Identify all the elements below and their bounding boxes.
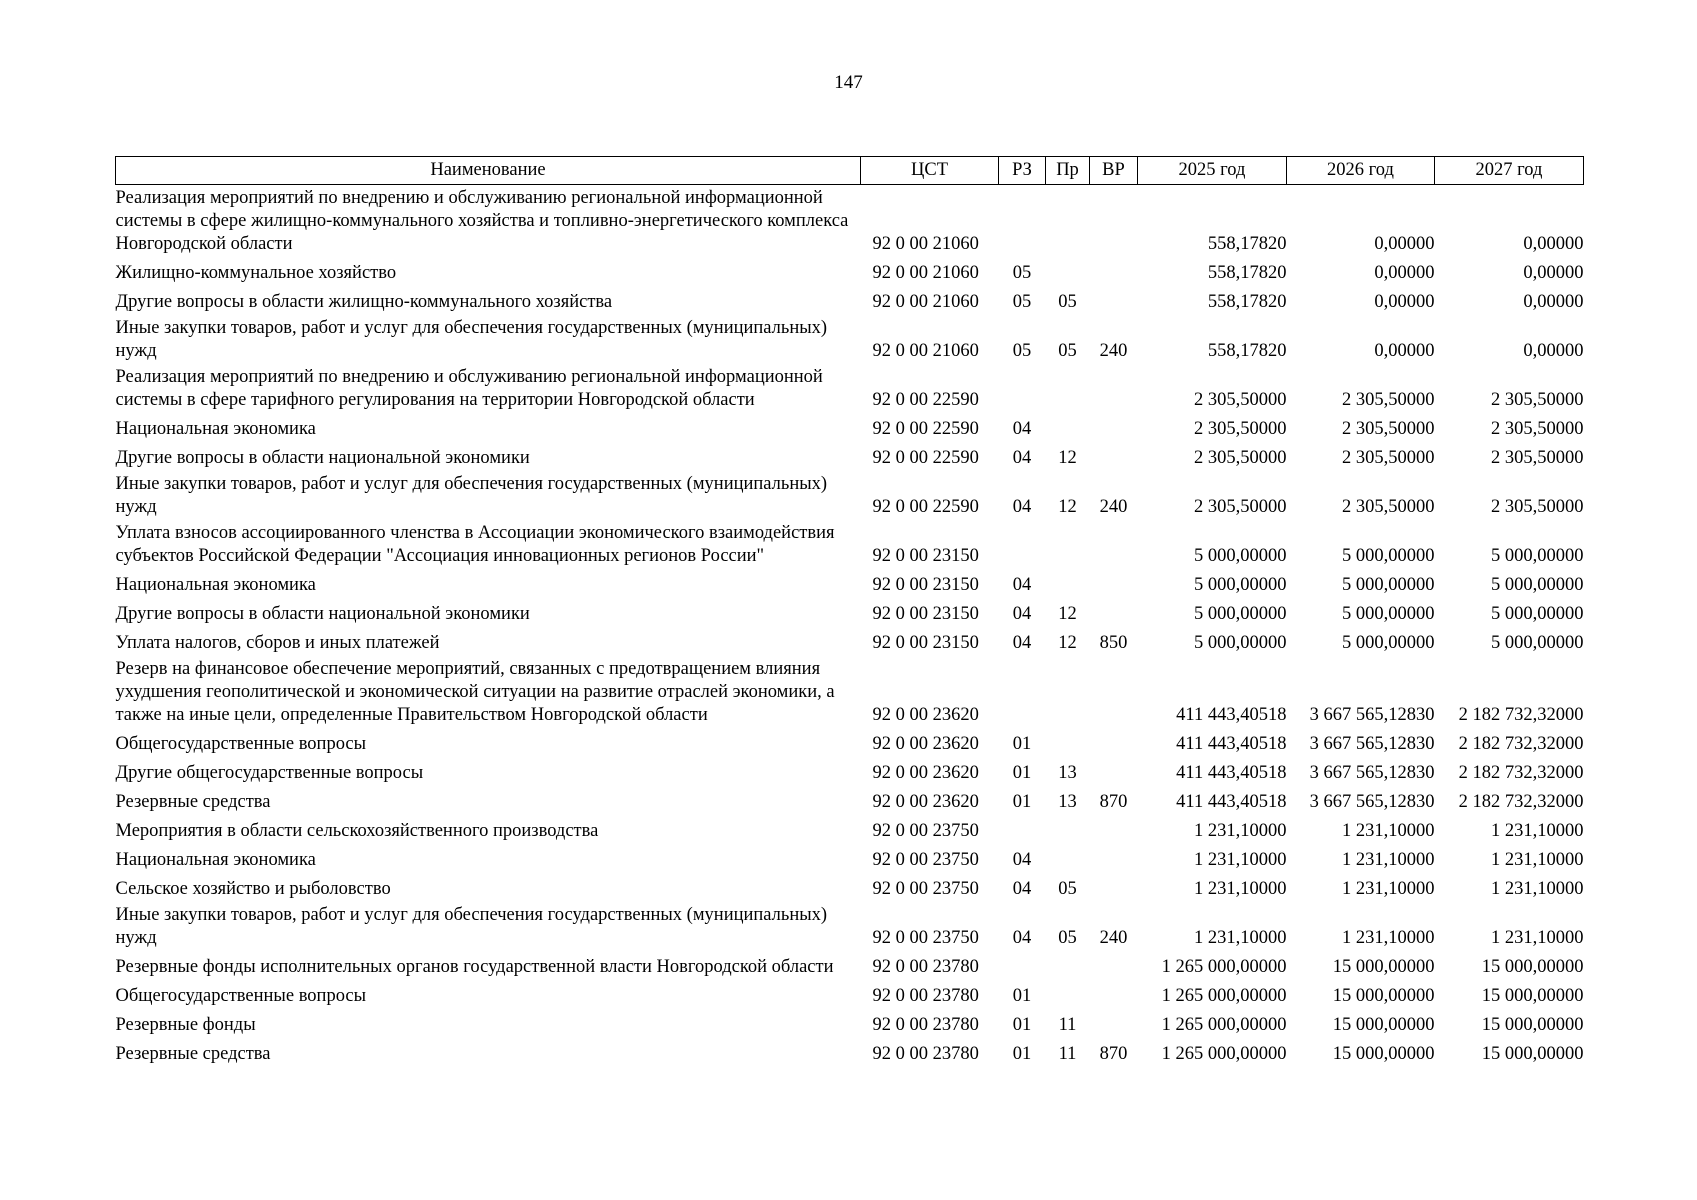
header-pr: Пр	[1046, 157, 1090, 185]
row-name: Другие вопросы в области жилищно-коммунального хозяйства	[115, 292, 613, 312]
row-rz	[999, 658, 1046, 730]
row-pr: 05	[1058, 879, 1077, 899]
row-amount-2027: 2 305,50000	[1491, 448, 1584, 468]
row-vr	[1090, 415, 1138, 444]
table-row	[116, 875, 1584, 904]
row-name: Общегосударственные вопросы	[115, 986, 367, 1006]
row-amount-2026: 1 231,10000	[1342, 879, 1435, 899]
table-row	[116, 366, 1584, 415]
row-amount-2027: 0,00000	[1523, 263, 1584, 283]
row-vr	[1090, 846, 1138, 875]
row-pr: 05	[1058, 341, 1077, 361]
row-amount-2025: 558,17820	[1207, 234, 1287, 254]
row-cst: 92 0 00 22590	[872, 497, 979, 517]
row-vr	[1090, 759, 1138, 788]
row-amount-2025: 411 443,40518	[1176, 705, 1287, 725]
row-pr: 12	[1058, 497, 1077, 517]
row-rz: 04	[1012, 879, 1032, 899]
row-vr: 870	[1099, 792, 1128, 812]
row-amount-2027: 1 231,10000	[1491, 879, 1584, 899]
row-vr	[1090, 730, 1138, 759]
row-cst: 92 0 00 23750	[872, 928, 979, 948]
row-amount-2027: 15 000,00000	[1481, 986, 1584, 1006]
header-rz: РЗ	[999, 157, 1046, 185]
row-name: Резервные средства	[115, 1044, 271, 1064]
row-amount-2026: 15 000,00000	[1332, 1015, 1435, 1035]
row-name: Сельское хозяйство и рыболовство	[115, 879, 391, 899]
row-amount-2026: 5 000,00000	[1342, 633, 1435, 653]
row-vr	[1090, 522, 1138, 571]
row-amount-2025: 1 231,10000	[1194, 928, 1287, 948]
page-number: 147	[834, 72, 863, 93]
row-amount-2025: 558,17820	[1207, 292, 1287, 312]
row-vr	[1090, 571, 1138, 600]
row-pr: 12	[1058, 604, 1077, 624]
row-amount-2027: 2 305,50000	[1491, 497, 1584, 517]
row-vr	[1090, 366, 1138, 415]
row-amount-2027: 0,00000	[1523, 292, 1584, 312]
row-rz: 04	[1012, 448, 1032, 468]
row-amount-2026: 2 305,50000	[1342, 448, 1435, 468]
table-row	[116, 522, 1584, 571]
row-amount-2027: 5 000,00000	[1491, 575, 1584, 595]
row-amount-2026: 3 667 565,12830	[1309, 705, 1435, 725]
row-amount-2026: 3 667 565,12830	[1309, 734, 1435, 754]
table-row	[116, 1040, 1584, 1069]
budget-table	[115, 156, 1584, 1069]
row-rz: 04	[1012, 928, 1032, 948]
row-pr: 05	[1058, 928, 1077, 948]
row-amount-2025: 1 231,10000	[1194, 850, 1287, 870]
row-vr: 850	[1099, 633, 1128, 653]
row-cst: 92 0 00 23620	[872, 705, 979, 725]
row-amount-2027: 2 182 732,32000	[1458, 734, 1584, 754]
row-cst: 92 0 00 21060	[872, 292, 979, 312]
header-name: Наименование	[116, 157, 861, 185]
table-row	[116, 571, 1584, 600]
row-name: Иные закупки товаров, работ и услуг для обеспечения государственных (муниципальных) нужд	[115, 474, 828, 517]
row-pr: 05	[1058, 292, 1077, 312]
row-cst: 92 0 00 23150	[872, 604, 979, 624]
row-amount-2027: 15 000,00000	[1481, 957, 1584, 977]
row-name: Другие вопросы в области национальной экономики	[115, 448, 530, 468]
row-name: Общегосударственные вопросы	[115, 734, 367, 754]
row-cst: 92 0 00 23750	[872, 821, 979, 841]
row-amount-2027: 1 231,10000	[1491, 850, 1584, 870]
row-amount-2025: 1 265 000,00000	[1161, 1044, 1287, 1064]
row-name: Национальная экономика	[115, 575, 316, 595]
row-pr	[1046, 846, 1090, 875]
row-pr	[1046, 415, 1090, 444]
row-vr: 870	[1099, 1044, 1128, 1064]
row-amount-2025: 411 443,40518	[1176, 763, 1287, 783]
row-amount-2027: 2 182 732,32000	[1458, 763, 1584, 783]
row-amount-2026: 0,00000	[1374, 234, 1435, 254]
row-amount-2027: 2 182 732,32000	[1458, 792, 1584, 812]
row-pr: 13	[1058, 763, 1077, 783]
row-amount-2025: 558,17820	[1207, 263, 1287, 283]
row-rz: 04	[1012, 575, 1032, 595]
header-2026: 2026 год	[1287, 157, 1435, 185]
row-amount-2027: 5 000,00000	[1491, 604, 1584, 624]
row-pr	[1046, 953, 1090, 982]
row-rz: 04	[1012, 633, 1032, 653]
table-row	[116, 904, 1584, 953]
row-amount-2026: 2 305,50000	[1342, 419, 1435, 439]
row-amount-2026: 5 000,00000	[1342, 604, 1435, 624]
row-amount-2027: 5 000,00000	[1491, 546, 1584, 566]
row-cst: 92 0 00 22590	[872, 390, 979, 410]
row-amount-2027: 5 000,00000	[1491, 633, 1584, 653]
row-vr	[1090, 817, 1138, 846]
row-cst: 92 0 00 23620	[872, 763, 979, 783]
row-vr	[1090, 444, 1138, 473]
row-rz: 04	[1012, 850, 1032, 870]
row-amount-2025: 2 305,50000	[1194, 390, 1287, 410]
row-vr	[1090, 953, 1138, 982]
row-pr	[1046, 658, 1090, 730]
row-name: Другие вопросы в области национальной экономики	[115, 604, 530, 624]
row-pr: 12	[1058, 633, 1077, 653]
row-name: Иные закупки товаров, работ и услуг для обеспечения государственных (муниципальных) нужд	[115, 318, 828, 361]
row-amount-2025: 5 000,00000	[1194, 633, 1287, 653]
row-rz: 05	[1012, 341, 1032, 361]
row-cst: 92 0 00 23150	[872, 546, 979, 566]
row-name: Реализация мероприятий по внедрению и обслуживанию региональной информационной системы в сфере тарифного регулирования на территории Новгородской области	[115, 367, 823, 410]
row-amount-2025: 2 305,50000	[1194, 448, 1287, 468]
row-cst: 92 0 00 23750	[872, 850, 979, 870]
row-pr	[1046, 185, 1090, 260]
row-name: Уплата взносов ассоциированного членства в Ассоциации экономического взаимодействия субъектов Российской Федерации "Ассоциация инновационных регионов России"	[115, 523, 835, 566]
row-name: Иные закупки товаров, работ и услуг для обеспечения государственных (муниципальных) нужд	[115, 905, 828, 948]
row-cst: 92 0 00 23780	[872, 957, 979, 977]
row-vr: 240	[1099, 341, 1128, 361]
row-name: Резервные средства	[115, 792, 271, 812]
row-amount-2026: 5 000,00000	[1342, 575, 1435, 595]
row-amount-2025: 1 265 000,00000	[1161, 986, 1287, 1006]
row-rz: 01	[1012, 734, 1032, 754]
row-amount-2026: 15 000,00000	[1332, 957, 1435, 977]
row-amount-2027: 1 231,10000	[1491, 821, 1584, 841]
table-row	[116, 185, 1584, 260]
row-amount-2026: 3 667 565,12830	[1309, 792, 1435, 812]
table-row	[116, 444, 1584, 473]
row-cst: 92 0 00 23780	[872, 986, 979, 1006]
row-amount-2025: 2 305,50000	[1194, 419, 1287, 439]
row-pr: 13	[1058, 792, 1077, 812]
table-row	[116, 658, 1584, 730]
table-row	[116, 415, 1584, 444]
row-cst: 92 0 00 23150	[872, 575, 979, 595]
row-rz: 01	[1012, 763, 1032, 783]
row-amount-2025: 5 000,00000	[1194, 546, 1287, 566]
table-row	[116, 982, 1584, 1011]
row-name: Резерв на финансовое обеспечение мероприятий, связанных с предотвращением влияния ухудшения геополитической и экономической ситуации на развитие отраслей экономики, а также на иные цели, определенные Правительством Новгородской области	[115, 659, 835, 725]
row-amount-2026: 1 231,10000	[1342, 850, 1435, 870]
row-amount-2025: 5 000,00000	[1194, 604, 1287, 624]
row-amount-2026: 1 231,10000	[1342, 928, 1435, 948]
row-rz: 04	[1012, 497, 1032, 517]
row-amount-2026: 0,00000	[1374, 341, 1435, 361]
row-cst: 92 0 00 21060	[872, 263, 979, 283]
table-body	[116, 185, 1584, 1070]
table-row	[116, 953, 1584, 982]
row-rz: 01	[1012, 1015, 1032, 1035]
row-vr	[1090, 658, 1138, 730]
row-rz	[999, 522, 1046, 571]
row-name: Мероприятия в области сельскохозяйственного производства	[115, 821, 599, 841]
row-amount-2027: 0,00000	[1523, 341, 1584, 361]
row-vr	[1090, 875, 1138, 904]
row-amount-2025: 1 231,10000	[1194, 821, 1287, 841]
row-vr	[1090, 259, 1138, 288]
row-pr: 11	[1058, 1044, 1077, 1064]
row-amount-2026: 15 000,00000	[1332, 986, 1435, 1006]
row-amount-2025: 1 265 000,00000	[1161, 957, 1287, 977]
row-name: Резервные фонды	[115, 1015, 256, 1035]
row-vr	[1090, 982, 1138, 1011]
row-cst: 92 0 00 23780	[872, 1015, 979, 1035]
row-amount-2025: 1 265 000,00000	[1161, 1015, 1287, 1035]
header-2025: 2025 год	[1138, 157, 1287, 185]
row-amount-2027: 2 305,50000	[1491, 390, 1584, 410]
table-row	[116, 817, 1584, 846]
row-amount-2027: 15 000,00000	[1481, 1044, 1584, 1064]
row-rz: 01	[1012, 792, 1032, 812]
row-vr	[1090, 185, 1138, 260]
row-name: Уплата налогов, сборов и иных платежей	[115, 633, 440, 653]
row-name: Национальная экономика	[115, 850, 316, 870]
row-rz: 04	[1012, 604, 1032, 624]
row-cst: 92 0 00 22590	[872, 448, 979, 468]
table-row	[116, 788, 1584, 817]
row-vr	[1090, 1011, 1138, 1040]
row-amount-2027: 1 231,10000	[1491, 928, 1584, 948]
row-vr	[1090, 288, 1138, 317]
row-pr	[1046, 730, 1090, 759]
row-amount-2027: 2 305,50000	[1491, 419, 1584, 439]
header-vr: ВР	[1090, 157, 1138, 185]
row-name: Резервные фонды исполнительных органов государственной власти Новгородской области	[115, 957, 834, 977]
row-cst: 92 0 00 23620	[872, 734, 979, 754]
row-pr	[1046, 982, 1090, 1011]
row-amount-2026: 3 667 565,12830	[1309, 763, 1435, 783]
row-amount-2027: 0,00000	[1523, 234, 1584, 254]
row-amount-2025: 5 000,00000	[1194, 575, 1287, 595]
row-pr	[1046, 366, 1090, 415]
row-cst: 92 0 00 23620	[872, 792, 979, 812]
row-vr: 240	[1099, 928, 1128, 948]
table-row	[116, 600, 1584, 629]
row-amount-2025: 558,17820	[1207, 341, 1287, 361]
row-amount-2026: 2 305,50000	[1342, 497, 1435, 517]
row-name: Национальная экономика	[115, 419, 316, 439]
row-amount-2026: 0,00000	[1374, 263, 1435, 283]
row-rz	[999, 817, 1046, 846]
row-name: Жилищно-коммунальное хозяйство	[115, 263, 397, 283]
row-pr: 11	[1058, 1015, 1077, 1035]
row-pr	[1046, 522, 1090, 571]
row-pr	[1046, 259, 1090, 288]
row-amount-2025: 411 443,40518	[1176, 792, 1287, 812]
row-rz: 05	[1012, 263, 1032, 283]
row-amount-2025: 411 443,40518	[1176, 734, 1287, 754]
table-header-row	[116, 157, 1584, 185]
table-row	[116, 288, 1584, 317]
row-amount-2027: 2 182 732,32000	[1458, 705, 1584, 725]
table-row	[116, 473, 1584, 522]
row-cst: 92 0 00 21060	[872, 234, 979, 254]
row-amount-2026: 15 000,00000	[1332, 1044, 1435, 1064]
row-rz: 04	[1012, 419, 1032, 439]
row-rz	[999, 953, 1046, 982]
row-amount-2027: 15 000,00000	[1481, 1015, 1584, 1035]
row-vr	[1090, 600, 1138, 629]
row-amount-2026: 2 305,50000	[1342, 390, 1435, 410]
table-row	[116, 629, 1584, 658]
row-name: Реализация мероприятий по внедрению и обслуживанию региональной информационной системы в сфере жилищно-коммунального хозяйства и топливно-энергетического комплекса Новгородской области	[115, 188, 849, 254]
row-pr	[1046, 817, 1090, 846]
row-cst: 92 0 00 23780	[872, 1044, 979, 1064]
row-rz: 01	[1012, 1044, 1032, 1064]
row-rz: 01	[1012, 986, 1032, 1006]
row-amount-2025: 1 231,10000	[1194, 879, 1287, 899]
row-pr	[1046, 571, 1090, 600]
row-amount-2026: 5 000,00000	[1342, 546, 1435, 566]
row-cst: 92 0 00 23150	[872, 633, 979, 653]
row-cst: 92 0 00 22590	[872, 419, 979, 439]
row-pr: 12	[1058, 448, 1077, 468]
row-rz	[999, 185, 1046, 260]
table-row	[116, 730, 1584, 759]
header-cst: ЦСТ	[861, 157, 999, 185]
row-name: Другие общегосударственные вопросы	[115, 763, 424, 783]
row-rz	[999, 366, 1046, 415]
header-2027: 2027 год	[1435, 157, 1584, 185]
table-row	[116, 759, 1584, 788]
table-row	[116, 1011, 1584, 1040]
row-amount-2025: 2 305,50000	[1194, 497, 1287, 517]
table-row	[116, 259, 1584, 288]
row-cst: 92 0 00 21060	[872, 341, 979, 361]
row-rz: 05	[1012, 292, 1032, 312]
row-amount-2026: 1 231,10000	[1342, 821, 1435, 841]
row-cst: 92 0 00 23750	[872, 879, 979, 899]
table-row	[116, 846, 1584, 875]
row-vr: 240	[1099, 497, 1128, 517]
row-amount-2026: 0,00000	[1374, 292, 1435, 312]
table-row	[116, 317, 1584, 366]
